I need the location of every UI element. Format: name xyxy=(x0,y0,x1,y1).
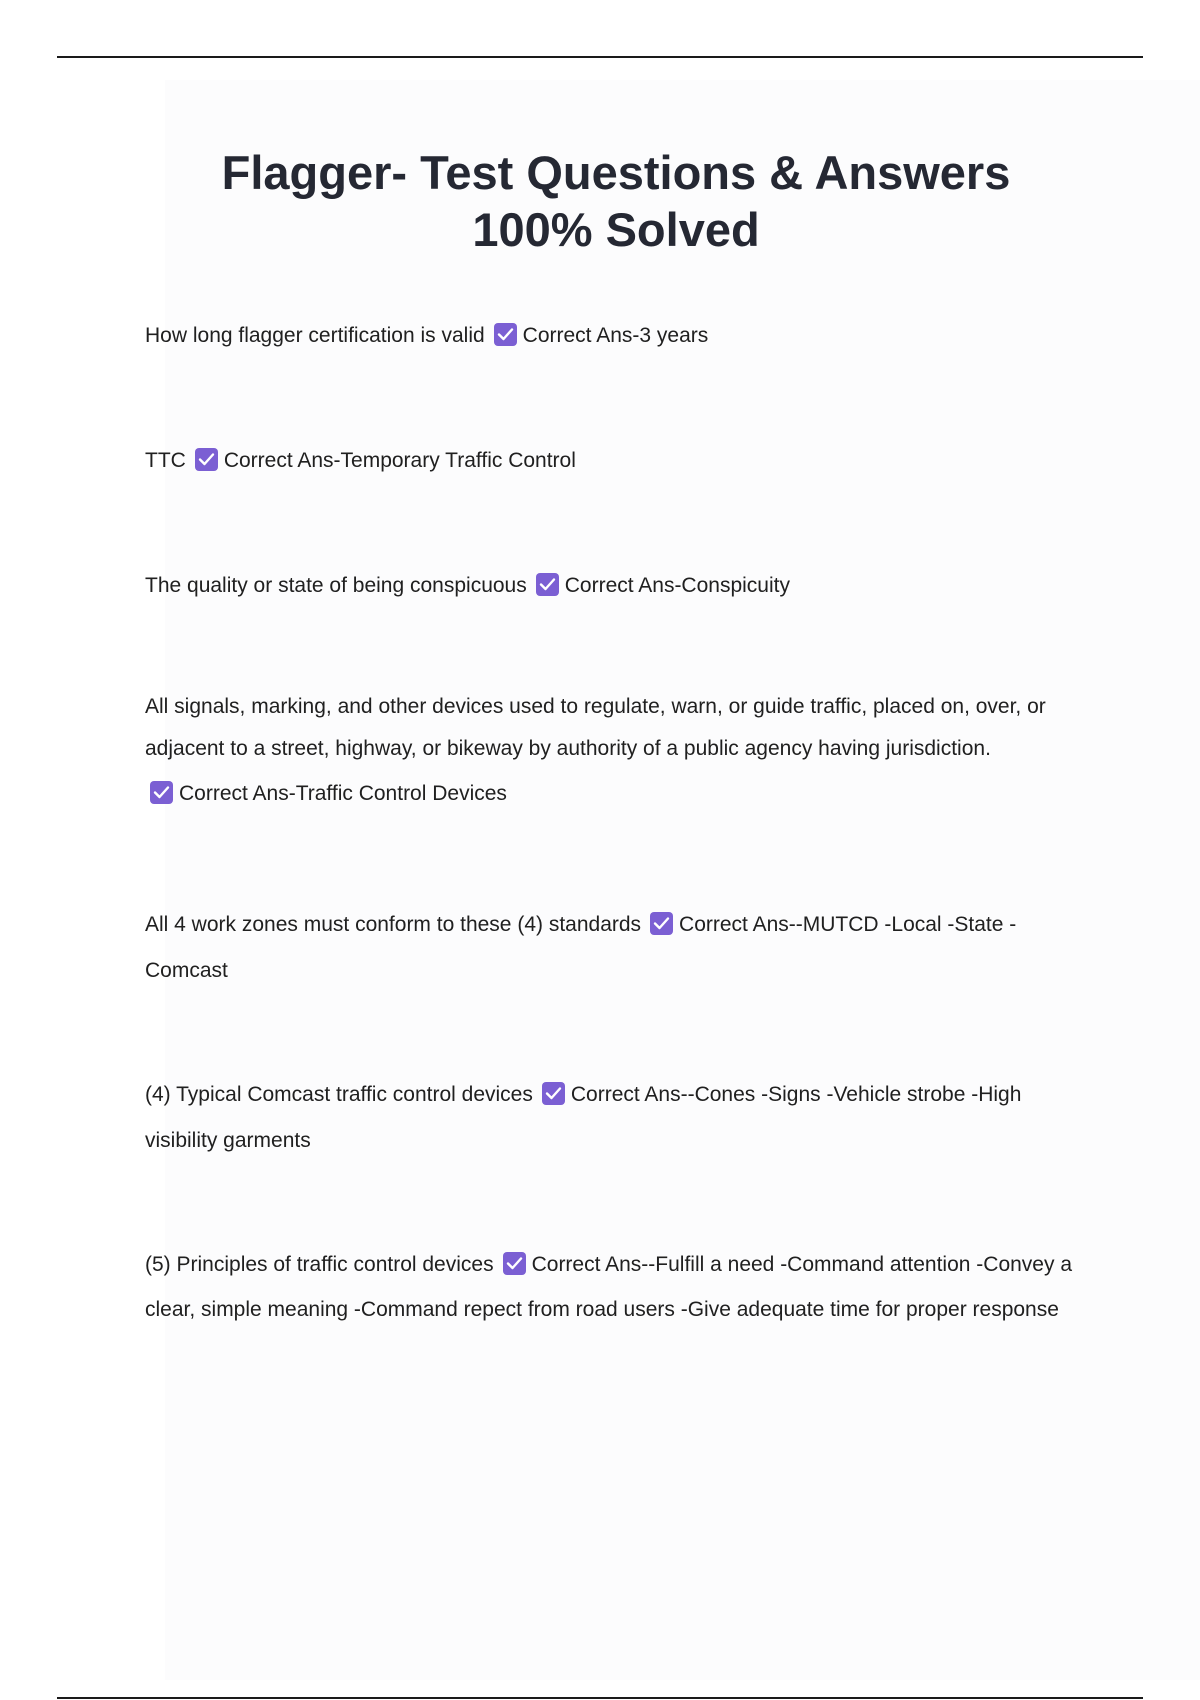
checkbox-checked-icon xyxy=(494,323,517,346)
qa-item xyxy=(145,563,1085,609)
answer-text: Correct Ans-Temporary Traffic Control xyxy=(223,449,576,472)
qa-item xyxy=(145,1242,1085,1332)
question-text: All 4 work zones must conform to these (4) standards xyxy=(145,913,642,936)
question-text: (4) Typical Comcast traffic control devices xyxy=(145,1083,533,1106)
answer-text: Correct Ans--Fulfill a need -Command attention -Convey a clear, simple meaning -Command repect from road users -Give adequate time for proper response xyxy=(145,1253,1072,1321)
checkbox-checked-icon xyxy=(195,448,218,471)
qa-item xyxy=(145,902,1085,994)
checkbox-checked-icon xyxy=(503,1252,526,1275)
answer-text: Correct Ans-Conspicuity xyxy=(564,574,790,597)
qa-item xyxy=(145,313,1085,359)
question-text: All signals, marking, and other devices used to regulate, warn, or guide traffic, placed on, over, or adjacent to a street, highway, or bikeway by authority of a public agency having jurisdiction. xyxy=(145,695,1046,760)
checkbox-checked-icon xyxy=(650,912,673,935)
question-text: The quality or state of being conspicuous xyxy=(145,574,527,597)
answer-text: Correct Ans--Cones -Signs -Vehicle strobe -High visibility garments xyxy=(145,1083,1022,1152)
answer-text: Correct Ans-Traffic Control Devices xyxy=(179,782,507,805)
question-text: (5) Principles of traffic control devices xyxy=(145,1253,494,1276)
checkbox-checked-icon xyxy=(536,573,559,596)
checkbox-checked-icon xyxy=(542,1082,565,1105)
title-line-1: Flagger- Test Questions & Answers xyxy=(221,146,1011,199)
qa-item xyxy=(145,686,1085,818)
qa-item xyxy=(145,1072,1085,1164)
footer-rule xyxy=(57,1697,1143,1699)
qa-item xyxy=(145,438,1085,484)
answer-text: Correct Ans-3 years xyxy=(522,324,709,347)
question-text: TTC xyxy=(145,449,186,472)
checkbox-checked-icon xyxy=(150,781,173,804)
question-text: How long flagger certification is valid xyxy=(145,324,485,347)
title-line-2: 100% Solved xyxy=(472,203,760,256)
answer-text: Correct Ans--MUTCD -Local -State -Comcast xyxy=(145,913,1017,982)
page-title xyxy=(100,144,1132,258)
header-rule xyxy=(57,56,1143,58)
